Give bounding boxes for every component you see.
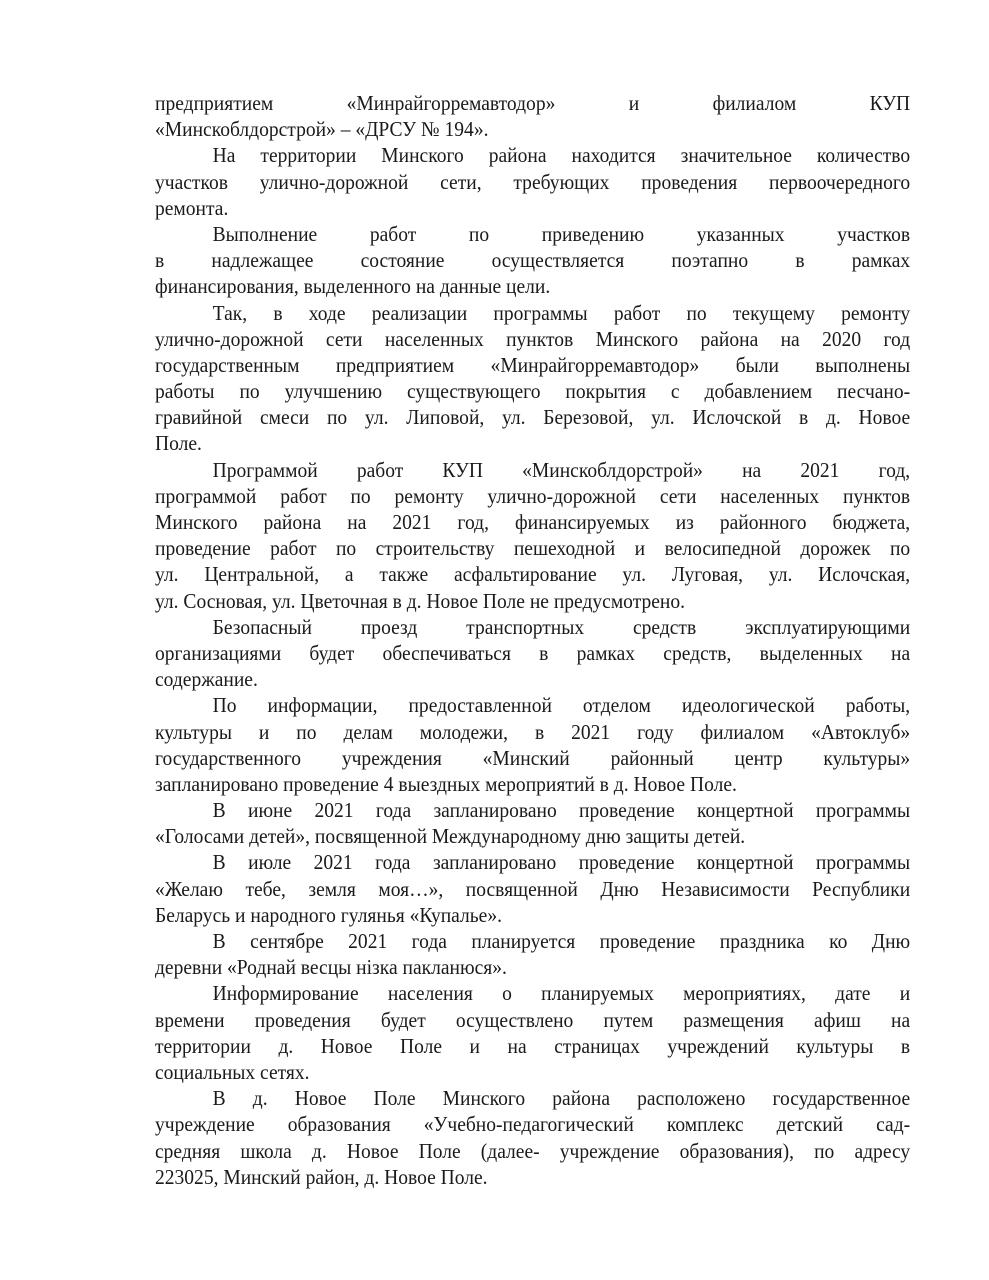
paragraph <box>155 300 910 457</box>
text-line: средняя школа д. Новое Поле (далее- учреждение образования), по адресу <box>155 1138 911 1163</box>
text-line: финансирования, выделенного на данные цели. <box>155 274 551 299</box>
text-line: государственным предприятием «Минрайгорремавтодор» были выполнены <box>155 352 911 377</box>
text-line: «Голосами детей», посвященной Международному дню защиты детей. <box>155 824 746 849</box>
paragraph <box>155 692 910 797</box>
text-line: «Минскоблдорстрой» – «ДРСУ № 194». <box>155 117 489 142</box>
text-line: учреждение образования «Учебно-педагогический комплекс детский сад- <box>155 1112 911 1137</box>
text-line: Программой работ КУП «Минскоблдорстрой» на 2021 год, <box>212 457 911 482</box>
text-line: участков улично-дорожной сети, требующих проведения первоочередного <box>155 169 911 194</box>
paragraph <box>155 849 910 928</box>
document-page <box>155 90 911 1190</box>
text-line: ул. Сосновая, ул. Цветочная в д. Новое Поле не предусмотрено. <box>155 588 686 613</box>
text-line: деревни «Роднай весцы нізка пакланюся». <box>155 955 507 980</box>
text-line: территории д. Новое Поле и на страницах учреждений культуры в <box>155 1033 911 1058</box>
text-line: социальных сетях. <box>155 1059 310 1084</box>
text-line: организациями будет обеспечиваться в рамках средств, выделенных на <box>155 640 911 665</box>
text-line: Выполнение работ по приведению указанных участков <box>212 221 911 246</box>
paragraph <box>155 90 910 142</box>
text-line: запланировано проведение 4 выездных мероприятий в д. Новое Поле. <box>155 771 737 796</box>
text-line: В июне 2021 года запланировано проведение концертной программы <box>212 798 911 823</box>
text-line: «Желаю тебе, земля моя…», посвященной Дню Независимости Республики <box>155 876 911 901</box>
document-body <box>155 90 910 1190</box>
text-line: По информации, предоставленной отделом идеологической работы, <box>212 693 911 718</box>
paragraph <box>155 457 910 614</box>
paragraph <box>155 1085 910 1190</box>
paragraph <box>155 928 910 980</box>
text-line: Так, в ходе реализации программы работ по текущему ремонту <box>212 300 911 325</box>
text-line: предприятием «Минрайгорремавтодор» и филиалом КУП <box>155 91 911 115</box>
text-line: Безопасный проезд транспортных средств эксплуатирующими <box>212 614 911 639</box>
text-line: 223025, Минский район, д. Новое Поле. <box>155 1164 488 1189</box>
text-line: государственного учреждения «Минский районный центр культуры» <box>155 745 911 770</box>
text-line: улично-дорожной сети населенных пунктов Минского района на 2020 год <box>155 326 911 351</box>
text-line: Минского района на 2021 год, финансируемых из районного бюджета, <box>155 510 911 534</box>
text-line: В д. Новое Поле Минского района расположено государственное <box>212 1086 911 1111</box>
text-line: В сентябре 2021 года планируется проведение праздника ко Дню <box>212 929 911 953</box>
text-line: содержание. <box>155 667 258 692</box>
text-line: времени проведения будет осуществлено путем размещения афиш на <box>155 1007 911 1032</box>
paragraph <box>155 142 910 221</box>
text-line: гравийной смеси по ул. Липовой, ул. Березовой, ул. Ислочской в д. Новое <box>155 405 911 430</box>
paragraph <box>155 797 910 849</box>
paragraph <box>155 221 910 300</box>
text-line: в надлежащее состояние осуществляется поэтапно в рамках <box>155 248 911 273</box>
text-line: На территории Минского района находится значительное количество <box>212 143 911 168</box>
text-line: работы по улучшению существующего покрытия с добавлением песчано- <box>155 379 911 404</box>
text-line: ремонта. <box>155 195 229 220</box>
text-line: ул. Центральной, а также асфальтирование ул. Луговая, ул. Ислочская, <box>155 562 911 587</box>
text-line: Информирование населения о планируемых мероприятиях, дате и <box>212 981 911 1006</box>
text-line: Беларусь и народного гулянья «Купалье». <box>155 902 502 927</box>
text-line: Поле. <box>155 431 202 456</box>
paragraph <box>155 980 910 1085</box>
text-line: проведение работ по строительству пешеходной и велосипедной дорожек по <box>155 536 911 561</box>
text-line: культуры и по делам молодежи, в 2021 году филиалом «Автоклуб» <box>155 719 911 744</box>
text-line: В июле 2021 года запланировано проведение концертной программы <box>212 850 911 875</box>
paragraph <box>155 614 910 693</box>
text-line: программой работ по ремонту улично-дорожной сети населенных пунктов <box>155 483 911 508</box>
